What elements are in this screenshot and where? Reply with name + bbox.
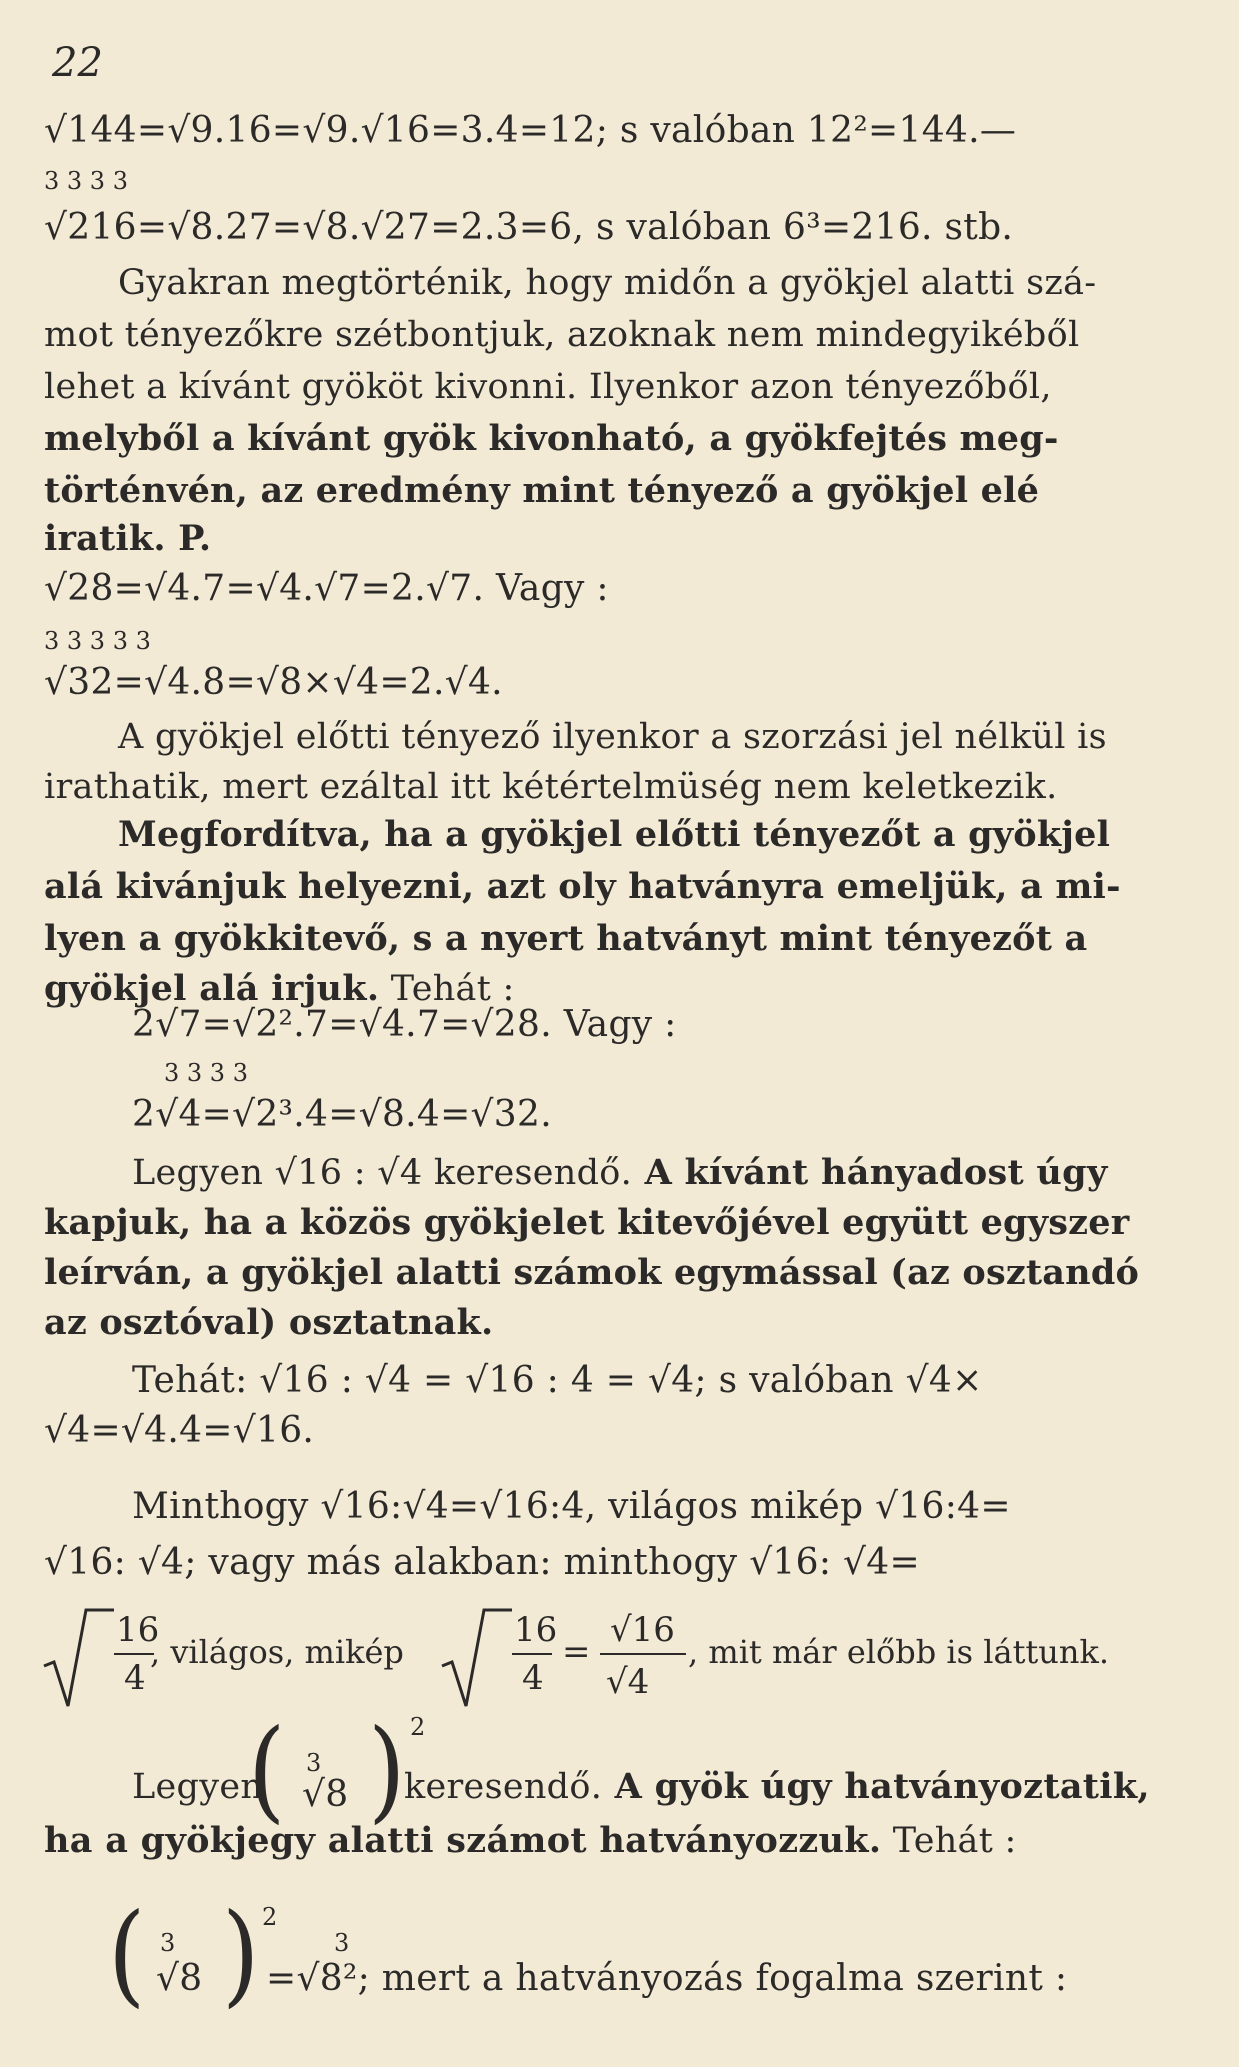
paragraph-3-line-2: alá kivánjuk helyezni, azt oly hatványra emeljük, a mi- [44, 866, 1121, 907]
paragraph-5-line-2-bold: ha a gyökjegy alatti számot hatványozzuk. [44, 1820, 882, 1861]
paragraph-1-line-1: Gyakran megtörténik, hogy midőn a gyökjel alatti szá- [118, 263, 1097, 303]
exponent-p5: 2 [410, 1713, 426, 1741]
root-index-line-4: 3 3 3 3 3 [44, 627, 151, 655]
paragraph-4-line-1-plain: Legyen √16 : √4 keresendő. [132, 1153, 633, 1193]
paragraph-3-line-4-bold: gyökjel alá irjuk. [44, 968, 380, 1009]
fraction-2-denominator: 4 [522, 1658, 544, 1698]
right-paren-2: ) [222, 1889, 260, 2019]
paragraph-4-line-4: az osztóval) osztatnak. [44, 1302, 494, 1343]
math-line-1: √144=√9.16=√9.√16=3.4=12; s valóban 12²=144.— [44, 110, 1017, 151]
paragraph-3-line-4-plain: Tehát : [379, 969, 515, 1009]
paragraph-2-line-1: A gyökjel előtti tényező ilyenkor a szorzási jel nélkül is [118, 717, 1107, 757]
paragraph-3-line-1: Megfordítva, ha a gyökjel előtti tényezőt a gyökjel [118, 814, 1111, 855]
root-index-m11-b: 3 [334, 1929, 350, 1957]
fraction-2-bar [512, 1653, 552, 1655]
left-paren-2: ( [108, 1889, 146, 2019]
paragraph-5-line-2-plain: Tehát : [881, 1821, 1017, 1861]
math-line-7: Tehát: √16 : √4 = √16 : 4 = √4; s valóban √4× [132, 1360, 983, 1401]
paragraph-3-line-3: lyen a gyökkitevő, s a nyert hatványt mint tényezőt a [44, 918, 1088, 959]
paragraph-4-line-1 [132, 1150, 1108, 1196]
math-line-5: 2√7=√2².7=√4.7=√28. Vagy : [132, 1004, 677, 1045]
math-line-9: Minthogy √16:√4=√16:4, világos mikép √16:4= [132, 1486, 1011, 1527]
paragraph-5-line-1-bold: A gyök úgy hatványoztatik, [602, 1766, 1150, 1807]
fraction-3-numerator: √16 [610, 1610, 675, 1650]
left-paren-1: ( [248, 1705, 286, 1835]
root-index-line-6: 3 3 3 3 [164, 1059, 248, 1087]
paragraph-1-line-6: iratik. P. [44, 518, 212, 559]
fraction-1-numerator: 16 [116, 1610, 160, 1650]
page-number: 22 [52, 40, 103, 86]
math-line-6: 2√4=√2³.4=√8.4=√32. [132, 1094, 552, 1135]
exponent-m11: 2 [262, 1903, 278, 1931]
paragraph-5-line-1 [404, 1764, 1150, 1810]
fraction-1-denominator: 4 [124, 1658, 146, 1698]
radical-8-m11: √8 [156, 1958, 203, 1999]
fraction-3-text: , mit már előbb is láttunk. [688, 1633, 1110, 1671]
paragraph-4-line-2: kapjuk, ha a közös gyökjelet kitevőjével együtt egyszer [44, 1202, 1130, 1243]
math-line-10: √16: √4; vagy más alakban: minthogy √16: √4= [44, 1542, 920, 1583]
equals-sign: = [562, 1632, 591, 1672]
math-line-4: √32=√4.8=√8×√4=2.√4. [44, 662, 503, 703]
fraction-1-bar [114, 1653, 154, 1655]
fraction-3-bar [600, 1653, 686, 1655]
large-radical-2 [440, 1606, 512, 1710]
paragraph-4-line-3: leírván, a gyökjel alatti számok egymással (az osztandó [44, 1252, 1140, 1293]
paragraph-5-line-1-plain: keresendő. [404, 1767, 603, 1807]
fraction-1-text: , világos, mikép [150, 1633, 404, 1671]
math-line-8: √4=√4.4=√16. [44, 1410, 315, 1451]
math-line-2: √216=√8.27=√8.√27=2.3=6, s valóban 6³=216. stb. [44, 207, 1014, 248]
paragraph-1-line-5: történvén, az eredmény mint tényező a gyökjel elé [44, 470, 1040, 511]
paragraph-5-prefix: Legyen [132, 1767, 264, 1807]
paragraph-1-line-4: melyből a kívánt gyök kivonható, a gyökfejtés meg- [44, 418, 1059, 459]
fraction-3-denominator: √4 [606, 1662, 650, 1702]
fraction-2-numerator: 16 [514, 1610, 558, 1650]
paragraph-2-line-2: irathatik, mert ezáltal itt kétértelmüség nem keletkezik. [44, 767, 1058, 807]
paragraph-4-line-1-bold: A kívánt hányadost úgy [632, 1152, 1108, 1193]
paragraph-1-line-2: mot tényezőkre szétbontjuk, azoknak nem mindegyikéből [44, 315, 1080, 355]
large-radical-1 [42, 1606, 114, 1710]
root-index-m11: 3 [160, 1929, 176, 1957]
paragraph-1-line-3: lehet a kívánt gyököt kivonni. Ilyenkor azon tényezőből, [44, 367, 1052, 407]
paragraph-5-line-2 [44, 1818, 1017, 1864]
root-index-p5: 3 [306, 1749, 322, 1777]
root-index-line-2: 3 3 3 3 [44, 167, 128, 195]
radical-8-p5: √8 [302, 1774, 349, 1815]
math-line-11: =√8²; mert a hatványozás fogalma szerint : [266, 1958, 1068, 1999]
math-line-3: √28=√4.7=√4.√7=2.√7. Vagy : [44, 568, 609, 609]
right-paren-1: ) [368, 1705, 406, 1835]
